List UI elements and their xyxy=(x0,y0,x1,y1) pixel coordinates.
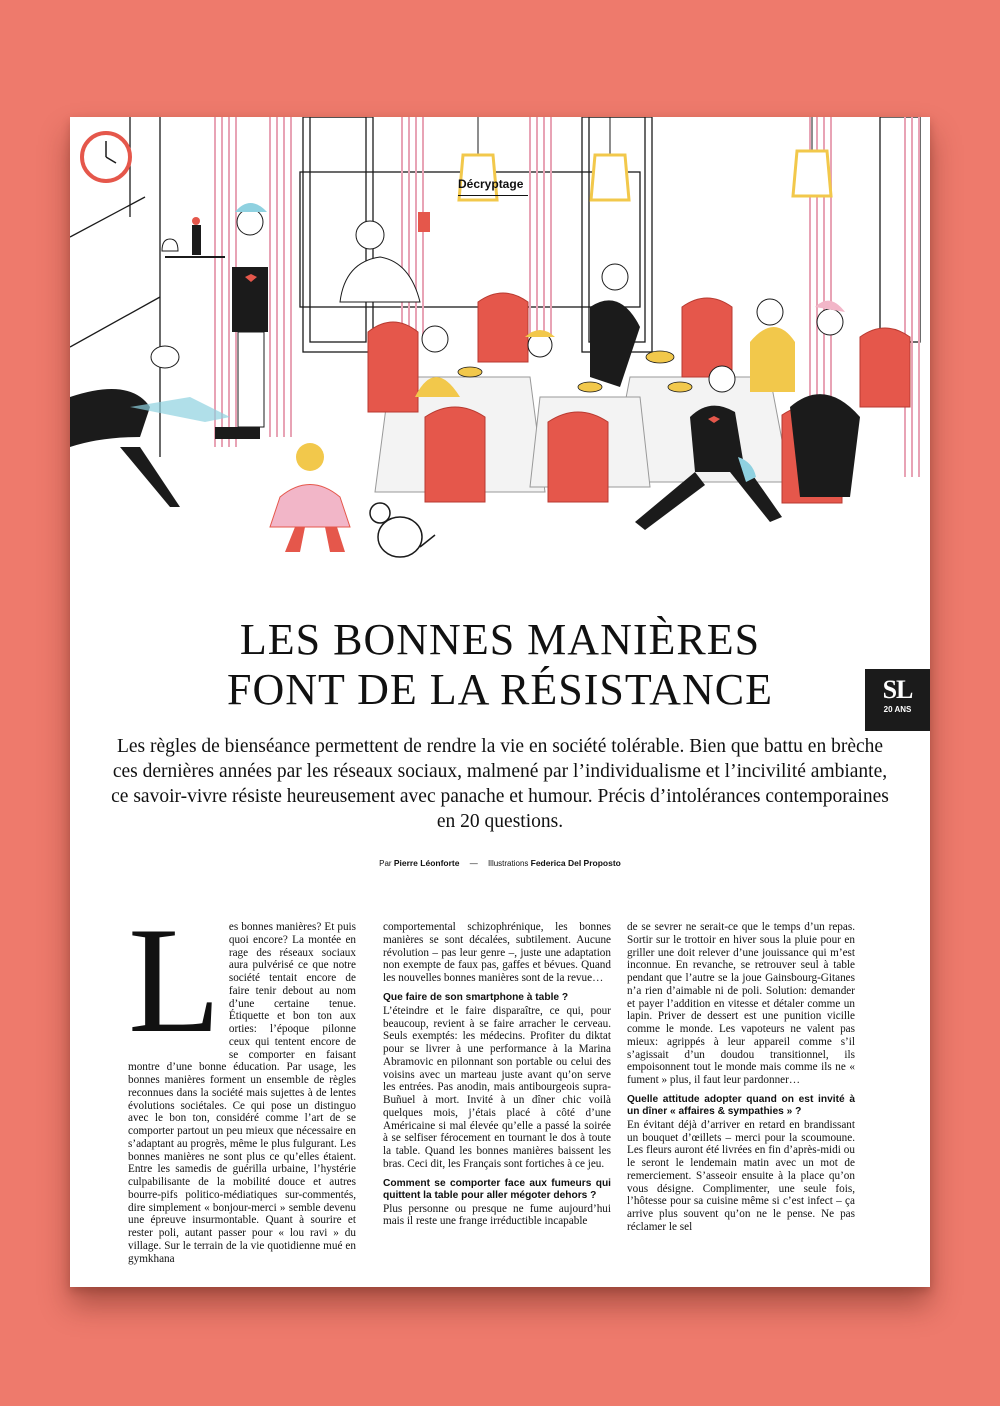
body-column-3 xyxy=(627,921,855,1234)
question-heading: Comment se comporter face aux fumeurs qui quittent la table pour aller mégoter dehors ? xyxy=(383,1177,611,1201)
body-paragraph: L’éteindre et le faire disparaître, ce qui, pour beaucoup, revient à se faire arracher le cerveau. Seuls exemptés: les médecins. Profiter du diktat pour se livrer à une performance à la Marina Abramovic en pilonnant son portable ou celui des voisins avec un marteau juste avant qu’on serve les entrées. Pas anodin, mais antibourgeois supra-Buñuel à mort. Invité à un dîner chic voilà quelques mois, j’étais placé à côté d’une Américaine si mal élevée qu’elle a passé la soirée à se selfiser férocement en tournant le dos à toute la table. Quand les bonnes manières baissent les bras. Ceci dit, les Français sont fortiches à ce jeu. xyxy=(383,1004,611,1170)
body-paragraph: de se sevrer ne serait-ce que le temps d’un repas. Sortir sur le trottoir en hiver sous la pluie pour en griller une doit relever d’une jouissance qui m’est inconnue. En revanche, se retrouver seul à table pendant que l’autre se la joue Gainsbourg-Gitanes n’a rien d’aimable ni de poli. Solution: demander et payer l’addition en vitesse et détaler comme un lapin. Priver de dessert est une punition vicille comme le monde. Les vapoteurs ne valent pas mieux: agrippés à leur appareil comme s’il s’agissait d’un doudou transitionnel, ils empoisonnent tout le monde mais comme ils ne « fument » plus, il faut leur pardonner… xyxy=(627,921,855,1086)
body-paragraph: En évitant déjà d’arriver en retard en brandissant un bouquet d’œillets – merci pour la scoumoune. Les fleurs auront été livrées en fin d’après-midi ou le seront le lendemain matin avec un mot de remerciement. S’asseoir ensuite à la place qu’on vous désigne. Complimenter, une seule fois, l’hôtesse pour sa cuisine même si c’est infect – ça arrive plus souvent qu’on ne le pense. Ne pas réclamer le sel xyxy=(627,1118,855,1233)
body-column-2 xyxy=(383,921,611,1228)
body-paragraph: es bonnes manières? Et puis quoi encore? La montée en rage des réseaux sociaux aura pulvérisé ce que notre société tentait encore de faire tenir debout au nom d’une certaine tenue. Étiquette et bon ton aux orties: l’époque pilonne ceux qui tentent encore de se comporter en faisant montre d’une bonne éducation. Par usage, les bonnes manières forment un ensemble de règles reconnues dans la société mais sujettes à de lentes évolutions sociétales. Ce qui pose un distinguo avec le bon ton, considéré comme l’art de se comporter partout un peu mieux que nécessaire en s’adaptant au progrès, même le plus fulgurant. Les bonnes manières ne sont plus ce qu’elles étaient. Entre les samedis de guérilla urbaine, l’hystérie culpabilisante de la mobilité douce et autres bourre-pifs politico-médiatiques sur-commentés, dire simplement « bonjour-merci » semble devenu une épreuve insurmontable. Quant à sourire et rester poli, autant passer pour « lou ravi » du village. Sur le terrain de la vie quotidienne mué en gymkhana xyxy=(128,921,356,1265)
byline-by-prefix: Par xyxy=(379,859,392,868)
rubric-underline xyxy=(458,195,528,196)
section-rubric: Décryptage xyxy=(458,177,524,191)
body-paragraph: Plus personne ou presque ne fume aujourd’hui mais il reste une frange irréductible incapable xyxy=(383,1202,611,1228)
question-heading: Que faire de son smartphone à table ? xyxy=(383,991,569,1003)
byline-illustrator: Federica Del Proposto xyxy=(530,858,621,868)
article-lead: Les règles de bienséance permettent de rendre la vie en société tolérable. Bien que battu en brèche ces dernières années par les réseaux sociaux, malmené par l’individualisme et l’incivilité ambiante, ce savoir-vivre résiste heureusement avec panache et humour. Précis d’intolérances contemporaines en 20 questions. xyxy=(111,736,889,832)
article-title xyxy=(70,615,930,715)
magazine-page xyxy=(70,117,930,1287)
badge-logo: SL xyxy=(882,675,913,704)
title-line-2: FONT DE LA RÉSISTANCE xyxy=(227,665,773,714)
body-column-1 xyxy=(128,896,356,1265)
title-line-1: LES BONNES MANIÈRES xyxy=(239,615,761,664)
body-paragraph: comportemental schizophrénique, les bonnes manières se sont décalées, subtilement. Aucune révolution – pas leur genre –, juste une adaptation non exempte de faux pas, gaffes et bévues. Quand les nouvelles bonnes manières sont de la revue… xyxy=(383,921,611,984)
question-heading: Quelle attitude adopter quand on est invité à un dîner « affaires & sympathies » ? xyxy=(627,1093,855,1117)
drop-cap: L xyxy=(128,896,221,1064)
byline-author: Pierre Léonforte xyxy=(393,858,460,868)
badge-subtitle: 20 ANS xyxy=(883,705,912,714)
sl-20-ans-badge xyxy=(865,669,930,731)
byline-illus-prefix: Illustrations xyxy=(487,859,529,868)
byline-separator: — xyxy=(469,859,478,868)
byline xyxy=(70,858,930,868)
